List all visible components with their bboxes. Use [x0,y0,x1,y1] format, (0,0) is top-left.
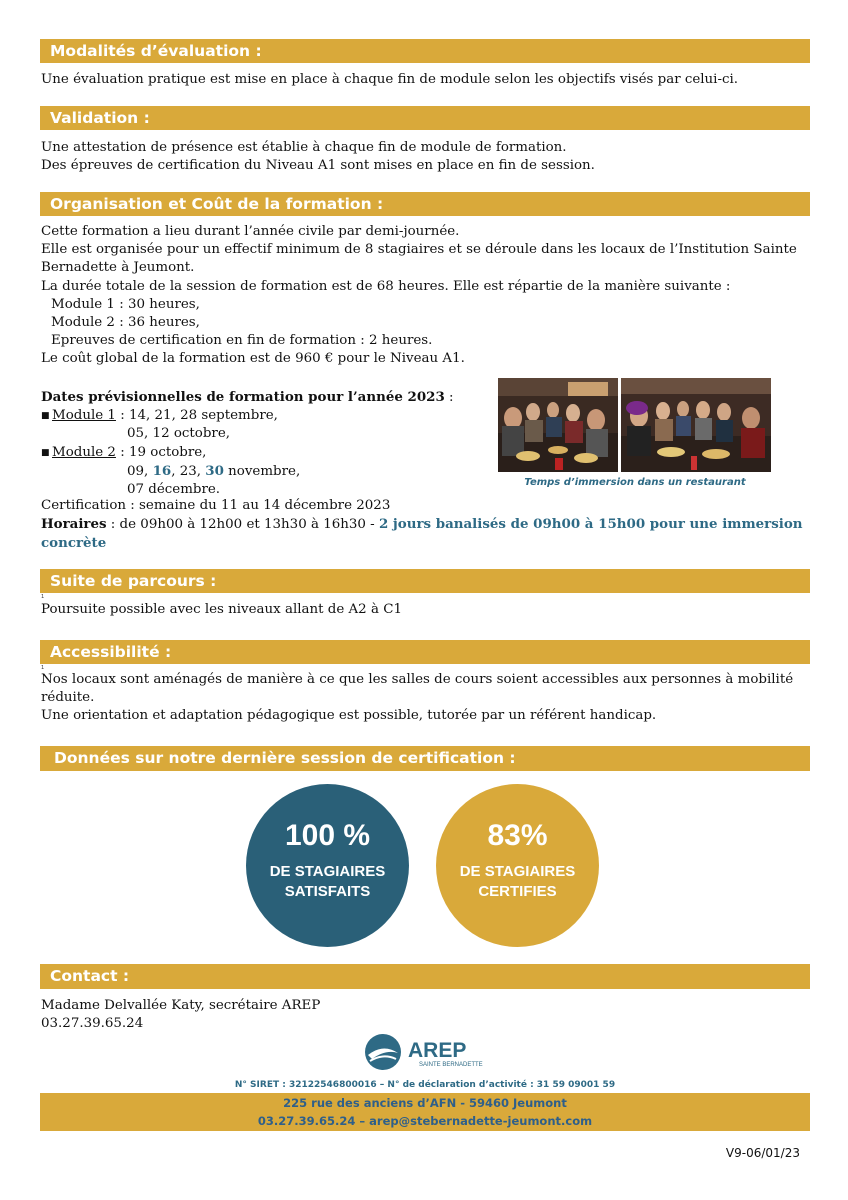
breakdown-item: Module 2 : 36 heures, [51,315,200,331]
arep-logo [364,1033,494,1073]
restaurant-photo-1 [498,378,618,472]
paragraph: Nos locaux sont aménagés de manière à ce que les salles de cours soient accessibles aux personnes à mobilité réduite. [41,672,794,706]
module1-dates-cont: 05, 12 octobre, [127,426,231,442]
section-header-donnees [40,746,810,771]
section-header-validation [40,106,810,130]
bullet-icon: ■ [41,411,50,422]
section-title: Modalités d’évaluation : [50,42,262,60]
evaluation-text [41,71,811,89]
dates-colon: : [444,390,454,405]
section-title: Données sur notre dernière session de certification : [54,749,516,767]
stat-certifies-circle [436,784,599,947]
section-title: Suite de parcours : [50,572,217,590]
photo-caption: Temps d’immersion dans un restaurant [524,477,746,488]
accessibilite-text [41,671,801,726]
module2-dates-part: , 23, [171,463,206,479]
contact-text [41,997,811,1033]
highlighted-date: 16 [152,462,172,479]
certification-block [41,497,811,554]
contact-name: Madame Delvallée Katy, secrétaire AREP [41,998,321,1013]
bullet-icon: ■ [41,447,50,458]
validation-text [41,139,811,175]
paragraph: Des épreuves de certification du Niveau A1 sont mises en place en fin de session. [41,158,595,174]
section-title: Organisation et Coût de la formation : [50,195,384,213]
logo-subtitle: SAINTE BERNADETTE [419,1062,483,1068]
module2-dates-part: 09, [127,463,153,479]
section-title: Accessibilité : [50,643,172,661]
paragraph: Une évaluation pratique est mise en place à chaque fin de module selon les objectifs visés par celui-ci. [41,72,739,87]
restaurant-photos [498,378,772,472]
stat-label: DE STAGIAIRES [459,863,576,880]
stat-label: DE STAGIAIRES [269,863,386,880]
paragraph: Une orientation et adaptation pédagogique est possible, tutorée par un référent handicap. [41,708,657,724]
footnote-mark: 1 [41,594,45,600]
breakdown-item: Epreuves de certification en fin de formation : 2 heures. [51,333,433,349]
paragraph: Elle est organisée pour un effectif minimum de 8 stagiaires et se déroule dans les locaux de l’Institution Sainte Bernadette à Jeumont. [41,242,797,276]
section-header-suite [40,569,810,593]
restaurant-photo-2 [621,378,771,472]
footnote-mark: 1 [41,665,45,671]
footer-band [40,1093,810,1131]
module2-dates-cont: 07 décembre. [127,482,221,498]
paragraph: Une attestation de présence est établie à chaque fin de module de formation. [41,140,567,155]
stat-value: 83% [487,819,548,852]
arep-logo-icon [364,1033,494,1073]
organisation-text [41,223,811,369]
module1-label: Module 1 [52,408,116,424]
horaires-label: Horaires [41,516,107,533]
stat-label: CERTIFIES [478,883,557,900]
section-title: Validation : [50,109,150,127]
dates-title: Dates prévisionnelles de formation pour l’année 2023 [41,389,445,405]
stat-satisfaits-circle [246,784,409,947]
suite-text [41,601,811,619]
footer-address: 225 rue des anciens d’AFN - 59460 Jeumont [283,1096,567,1110]
highlighted-date: 30 [205,462,224,479]
paragraph: Poursuite possible avec les niveaux allant de A2 à C1 [41,602,402,617]
module2-dates-part: novembre, [223,463,301,479]
paragraph: La durée totale de la session de formation est de 68 heures. Elle est répartie de la manière suivante : [41,278,731,294]
footer-contact: 03.27.39.65.24 – arep@stebernadette-jeumont.com [257,1114,593,1128]
section-header-evaluation [40,39,810,63]
version-label: V9-06/01/23 [725,1146,800,1160]
section-header-contact [40,964,810,989]
contact-phone: 03.27.39.65.24 [41,1016,144,1032]
stat-value: 100 % [284,819,371,852]
module2-dates: : 19 octobre, [115,444,207,460]
logo-name: AREP [408,1039,467,1062]
paragraph: Cette formation a lieu durant l’année civile par demi-journée. [41,224,460,239]
module2-label: Module 2 [52,444,116,460]
dates-block [41,388,491,499]
horaires-text: : de 09h00 à 12h00 et 13h30 à 16h30 - [106,517,379,533]
certification-text: Certification : semaine du 11 au 14 décembre 2023 [41,498,391,513]
breakdown-item: Module 1 : 30 heures, [51,296,200,312]
module1-dates: : 14, 21, 28 septembre, [115,408,278,424]
section-header-accessibilite [40,640,810,664]
cost-text: Le coût global de la formation est de 960 € pour le Niveau A1. [41,351,465,367]
section-title: Contact : [50,967,130,985]
siret-text: N° SIRET : 32122546800016 – N° de déclaration d’activité : 31 59 09001 59 [234,1080,616,1090]
horaires-highlight: 2 jours banalisés de 09h00 à 15h00 pour une immersion concrète [41,516,803,552]
section-header-organisation [40,192,810,216]
stat-label: SATISFAITS [284,883,371,900]
